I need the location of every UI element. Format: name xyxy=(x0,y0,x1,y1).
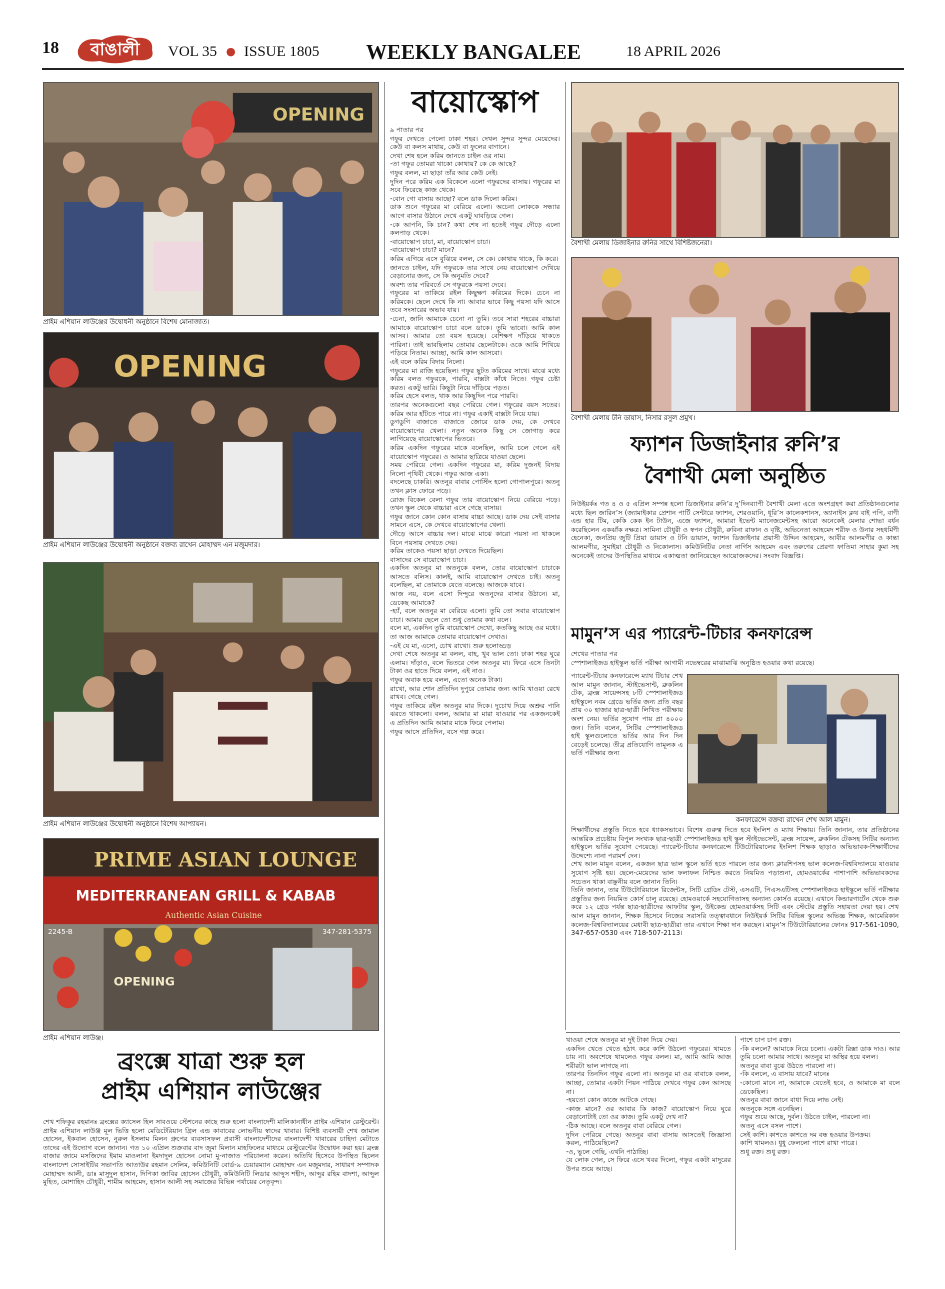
column-divider-2 xyxy=(565,82,566,1030)
photo2-sign-text: OPENING xyxy=(113,349,267,385)
fashion-headline-line2: বৈশাখী মেলা অনুষ্ঠিত xyxy=(644,464,826,488)
volume-label: VOL 35 xyxy=(168,44,218,60)
photo-caption-6: বৈশাখী মেলায় টনি ডায়াস, নিসার রসুল প্রমুখ। xyxy=(571,414,696,422)
storefront-phone: 347-281-5375 xyxy=(322,928,372,937)
ptc-intro: শেখের পাতার পর স্পেশালাইজড হাইস্কুল ভর্তি পরীক্ষা আগামী নভেম্বরের মাঝামাঝি অনুষ্ঠিত হওয়ার কথা রয়েছে। xyxy=(571,650,815,667)
storefront-sign-sub: MEDITERRANEAN GRILL & KABAB xyxy=(75,888,336,905)
prime-lounge-article: শেখ শফিকুর রহমানঃ ব্রংক্সের ক্যাসেল হিল সাবওয়ে স্টেশনের কাছে শুরু হলো বাংলাদেশী মালিকানাধীন প্রাইম এশিয়ান রেস্টুরেন্ট। প্রাইম এশিয়ান লাউঞ্জ মূল ভিত্তি হলো মেডিটেরিয়ান গ্রিল এন্ড কাবাবের লোভনীয় স্বাদের খাবার। বিশিষ্ট ব্যবসায়ী শেখ জামাল হোসেন, ইকবাল হোসেন, নুরুল ইসলাম মিলন গ্রুপের ব্যবসাসফল প্রবাসী বাংলাদেশীদের বাংলাদেশী খাবারের চাহিদা মেটাতে তাদের এই উদ্যোগ বলে জানান। গত ১০ এপ্রিল শুক্রবার বাদ জুমা মিলান মাহফিলের মাধ্যমে রেস্টুরেন্টের উদ্বোধন করা হয়। ব্রংক্স বাজার জামে মসজিদের ইমাম মাওলানা ইমদাদুল হোসেন নোমা মু-নাজাত পরিচালনা করেন। অতিথি হিসেবে উপস্থিত ছিলেন বাংলাদেশ সোসাইটির সভাপতি আতাউর রহমান সেলিম, কমিউনিটি বোর্ড-৯ চেয়ারম্যান মোহাম্মদ এন মজুমদার, সাধারণ সম্পাদক মোহাম্মদ আলী, ডাঃ মাসুদুল হাসান, দিপিকা জাবির হোসেন চৌধুরী, কমিউনিটি লিডার আব্দুস শহীদ, আব্দুর রহিম বাদশা, আব্দুল মুহিত, মোশাহিদ চৌধুরী, শামীম আহমেদ, হাসান আলী সহ সমাজের বিভিন্ন পর্যায়ের নেতৃবৃন্দ। xyxy=(43,1118,379,1187)
storefront-sign-small: Authentic Asian Cuisine xyxy=(165,911,262,921)
photo-caption-1: প্রাইম এশিয়ান লাউঞ্জের উদ্বোধনী অনুষ্ঠানে বিশেষ মোনাজাত। xyxy=(43,318,210,326)
masthead-logo xyxy=(72,32,158,66)
storefront-street-number: 2245-B xyxy=(47,928,73,937)
photo-caption-2: প্রাইম এশিয়ান লাউঞ্জের উদ্বোধনী অনুষ্ঠানে বক্তব্য রাখেন মোহাম্মদ এন মজুমদার। xyxy=(43,541,260,549)
prime-lounge-headline xyxy=(43,1047,379,1111)
photo1-sign-text: OPENING xyxy=(272,104,365,126)
issue-label: ISSUE 1805 xyxy=(244,44,320,60)
photo-baishakhi-tony xyxy=(571,257,899,412)
bioscope-story-part2: খাওয়া শেষে অতনুর মা দুই টাকা দিয়ে দেয়। একদিন খেতে খেতে হঠাৎ করে কাশি উঠলো গফুরের। থামতে চায় না। অবশেষে থামলেও গফুর বলল। মা, আমি আমি আজ শরীরটা ভাল লাগছে না। তারপর তিনদিন গফুর এলো না। অতনুর মা ওর বাবাকে বলল, আচ্ছা, তোমার একটা পিয়ন পাঠিয়ে দেখবে গফুর কেন আসছে না। -হয়তো কোন কাজে আটকে গেছে। -কাজ মানে? ওর আবার কি কাজ? বায়োস্কোপ নিয়ে ঘুরে বেড়ানোটাই তো ওর কাজ। তুমি একটু দেখ না? -ঠিক আছে। বলে অতনুর বাবা বেরিয়ে গেল। দুদিন পেরিয়ে গেছে। অতনুর বাবা বাসায় আসতেই জিজ্ঞাসা করল, পাঠিয়েছিলে? -ও, ভুলে গেছি, এখনি পাঠাচ্ছি। যে লোক গেল, সে ফিরে এসে খবর দিলো, গফুর একটা মাদুরের উপর শুয়ে আছে। xyxy=(566,1036,731,1173)
logo-text: বাঙালী xyxy=(90,40,140,60)
photo-caption-3: প্রাইম এশিয়ান লাউঞ্জের উদ্বোধনী অনুষ্ঠানে বিশেষ আপ্যায়ন। xyxy=(43,820,207,828)
ptc-headline: মামুন’স এর প্যারেন্ট-টিচার কনফারেন্স xyxy=(571,624,813,643)
bottom-section-rule xyxy=(566,1032,900,1033)
prime-lounge-headline-line2: প্রাইম এশিয়ান লাউঞ্জের xyxy=(101,1079,321,1105)
photo-caption-4: প্রাইম এশিয়ান লাউঞ্জ। xyxy=(43,1034,104,1042)
paper-title: WEEKLY BANGALEE xyxy=(366,40,581,64)
photo-munajat xyxy=(43,82,379,316)
column-divider-3 xyxy=(735,1036,736,1250)
page-number: 18 xyxy=(42,38,59,57)
issue-date: 18 APRIL 2026 xyxy=(626,44,721,60)
bullet-separator: ● xyxy=(226,45,236,58)
photo-speech xyxy=(43,332,379,539)
photo-reception xyxy=(43,562,379,817)
photo-caption-7: কনফারেন্সে বক্তব্য রাখেন শেখ আল মামুন। xyxy=(735,816,851,824)
bioscope-headline: বায়োস্কোপ xyxy=(411,85,539,120)
fashion-article: নিউইয়র্কঃ গত ৪ ও ৫ এপ্রিল সম্পন্ন হলো ডিজাইনার রুনি’র দু’দিনব্যাপী বৈশাখী মেলা এতে অংশগ্রহণ করা প্রতিষ্ঠানগুলোর মধ্যে ছিল জারিন’স (জ্যামাইকার প্রেশান পার্টি সেন্টারে ফ্যাশন, শেরওয়ানি, ধূরি’স কালেকশানস, অ্যানাইস ক্লথ বাই পপি, বাণী এন্ড হার টিম, কেকি কেক ইন টাউন, এজে ফ্যাশন, আমারা ইভেন্ট ম্যানেজমেন্টসহ আরো অনেকেই মেলার শোভা বর্ধন করেছিলেন একঝাঁক নক্ষত্র। সামিনা চৌধুরী ও স্বপন চৌধুরী, রুবিনা রাফান ও বৃষ্টি, অভিনেতা আহমেদ শরীফ ও উনার সহধর্মিণী হেনেকা, জনপ্রিয় জুটি প্রিয়া ডায়াস ও টনি ডায়াস, ফ্যাশন ডিজাইনার প্রয়াসী উদ্দিন আহমেদ, আবীর আলমগীর ও কান্তা আলমগীর, সুমাইয়া চৌধুরী ও নিকোলাস। কমিউনিটির নেতা নার্গিস আহমেদ এবং তরুণের প্রেরণা ফাতিমা সাহার কুমা সহ অনেকেই তাদের উপস্থিতির মাধ্যমে একাত্মতা জানিয়েছেন আয়োজকদের। সংবাদ বিজ্ঞপ্তি। xyxy=(571,500,899,560)
fashion-headline xyxy=(571,428,899,496)
fashion-headline-line1: ফ্যাশন ডিজাইনার রুনি’র xyxy=(630,432,840,456)
bioscope-story-part3: পাশে চাপ চাপ রক্ত। -কি বললে? আমাকে নিয়ে চলো। একটা রিক্সা ডাক দাও। আর তুমি চলো আমার সাথে। অতনুর মা অস্থির হয়ে বলল। অতনুর বাবা বুঝে উঠতে পারলো না। -কি বললে, এ বাসায় যাবে? মানেঃ -কোনো মানে না, আমাকে যেতেই হবে, ও আমাকে মা বলে ডেকেছিল। অতনুর বাবা জানে বাধা দিয়ে লাভ নেই। অতনুকে সঙ্গে এনেছিল। গফুর শুয়ে আছে, দুর্বল। উঠতে চাইল, পারলো না। অতনু এসে বসল পাশে। সেই কাশি। কাশতে কাশতে দম বন্ধ হওয়ার উপক্রম। কাশি থামলও। ধুধু ফেললো পাশে রাখা পাত্রে। শুধু রক্ত। শুধু রক্ত। xyxy=(740,1036,900,1156)
header xyxy=(0,0,945,72)
photo-baishakhi-group xyxy=(571,82,899,238)
storefront-balloon-text: OPENING xyxy=(113,974,175,989)
bioscope-story-part1: ৯ পাতার পর গফুর দেখতে পেলো ঢাকা শহর। দেখল সুন্দর সুন্দর মেয়েদের। কেউ বা কলস মাথায়, কেউ বা ফুলের বাগানে। দেখা শেষ হলে করিম জানতে চাইল ওর নাম। -তা গফুর তোমরা থাকো কোথায়? কে কে আছে? গফুর বলল, মা ছাড়া তাঁর আর কেউ নেই। দুদিন পরে করিম এক বিকেলে এলো গফুরদের বাসায়। গফুরের মা সবে ফিরেছে কাজ থেকে। -বোন গো বাসায় আছো? বলে ডাক দিলো করিম। ডাক শুনে গফুরের মা বেরিয়ে এলো। অচেনা লোককে সন্ধ্যার আগে বাসার উঠানে দেখে একটু ঘাবড়িয়ে গেল। -কে আপনি, কি চান? কথা শেষ না হতেই গফুর দৌড়ে এলো কলপাড় থেকে। -বায়োস্কোপ চাচা, মা, বায়োস্কোপ চাচা। -বায়োস্কোপ চাচা? মানে? করিম এগিয়ে এসে বুঝিয়ে বলল, সে কে। কোথায় থাকে, কি করে। জানতে চাইল, যদি গফুরকে তার সাথে নেয় বায়োস্কোপ দেখিয়ে বেড়ানোর জন্য, সে কি অনুমতি দেবে? অবশ্য তার পরিবর্তে সে গফুরকে পয়সা দেবে। গফুরের মা তাকিয়ে রইল কিছুক্ষণ করিমের দিকে। চেনে না করিমকে। ছেলে দেখে কি না। আবার ভাবে কিছু পয়সা যদি আসে তবে সংসারের অভাব যায়। -চেনা, জানি আমাকে চেনো না তুমি। তবে সারা শহরের বাচ্চারা আমাকে বায়োস্কোপ চাচা বলে ডাকে। তুমি ভাবো। আমি কাল আসব। আমার তো বয়স হয়েছে। বেশিক্ষণ দাঁড়িয়ে থাকতে পারিনা। তাই ভাবছিলাম তোমার ছেলেটাকে। ওকে আমি শিখিয়ে পড়িয়ে নিতাম। আচ্ছা, আমি কাল আসবো। এই বলে করিম বিদায় নিলো। গফুরের মা রাজি হয়েছিল। গফুর ছুটত করিমের সাথে। মাঝে মধ্যে করিম বলত গফুরকে, পারবি, বাক্সটা কাঁধে নিতে। গফুর চেষ্টা করত। একটু ভারি। কিছুটা নিয়ে দাঁড়িয়ে পড়ত। করিম হেসে বলত, থাক আর কিছুদিন পরে পারবি। তারপর অনেকগুলো বছর পেরিয়ে গেল। গফুরের বয়স সতের। করিম আর হাঁটতে পারে না। গফুর একাই বাক্সটা নিয়ে যায়। ডুগডুগি বাজাতে বাজাতে জোরে ডাক দেয়, কে দেখবে বায়োস্কোপের খেলা। নতুন অনেক কিছু সে জোগাড় করে লাগিয়েছে বায়োস্কোপের ভিতরে। করিম একদিন গফুরের মাকে বলেছিল, আমি চলে গেলে এই বায়োস্কোপ গফুরের। ও আমার ছাত্রিয়ে যাওয়া ছেলে। সময় পেরিয়ে গেল। একদিন গফুরের মা, করিম দুজনই বিদায় নিলো পৃথিবী থেকে। গফুর আজ একা। বদলেছে চাকরি। অতনুর বাবার পোস্টিং হলো গোপালপুরে। অতনু তখন ক্লাস ফোরে পড়ে। রোজ বিকেল বেলা গফুর তার বায়োস্কোপ নিয়ে বেরিয়ে পড়ে। তখন স্কুল থেকে বাচ্চারা এসে গেছে বাসায়। গফুর জানে কোন কোন বাসায় বাচ্চা আছে। ডাক দেয় সেই বাসার সামনে এসে, কে দেখবে বায়োস্কোপের খেলা। দৌড়ে আসে বাচ্চার দল। মাঝে মাঝে কারো পয়সা না থাকলে বিনে পয়সায় দেখতে দেয়। করিম তাকেও পয়সা ছাড়া দেখতে দিয়েছিল। বাসাদের সে বায়োস্কোপ চাচা। একদিন অতনুর মা অতনুকে বলল, তোর বায়োস্কোপ চাচাকে আসতে বলিস। কালই, আমি বায়োস্কোপ দেখতে চাই। অতনু বলেছিল, মা তোমাকে যেতে বলেছে। আজকে যাবে। আজ নয়, বলে এসো দিন্দুরে অতনুদের বাসার উঠানে। মা, ডেকেছ আমাকে? -হ্যাঁ, বলে অতনুর মা বেরিয়ে এলো। তুমি তো সবার বায়োস্কোপ চাচা। আমার ছেলে তো শুধু তোমার কথা বলে। বলে মা, একদিন তুমি বায়োস্কোপ দেখো, কতকিছু আছে ওর মধ্যে। তা আজ আমাকে তোমার বায়োস্কোপ দেখাও। -এই যে মা, এসো, চোখ রাখো। শুরু হলোড্ডড় দেখা শেষে অতনুর মা বলল, বাহ, খুব ভাল তো। ঢাকা শহর ঘুরে এলাম। দাঁড়াও, বলে ভিতরে গেল অতনুর মা। ফিরে এসে তিনটা টাকা ওর হাতে দিয়ে বলল, এই নাও। গফুর অবাক হয়ে বলল, এতো অনেক টাকা। রাখো, আর শোন প্রতিদিন দুপুরে তোমার জন্য আমি খাওয়া রেখে রাখব। গেছে গেল। গফুর তাকিয়ে রইল অতনুর মার দিকে। দুচোখ দিয়ে অশ্রুর পানি ঝরতে থাকলো। বলল, আমার মা মারা যাওয়ার পর একজনকেই এ প্রতিদিন আমি আমার মাকে ফিরে পেলাম। গফুর আসে প্রতিদিন, বসে গল্প করে। xyxy=(390,126,560,736)
photo-caption-5: বৈশাখী মেলায় ডিজাইনার রুনির সাথে বিশিষ্টজনেরা। xyxy=(571,239,712,247)
column-divider-1 xyxy=(384,82,385,1250)
prime-lounge-headline-line1: ব্রংক্সে যাত্রা শুরু হল xyxy=(117,1049,305,1075)
photo-storefront xyxy=(43,838,379,1031)
photo-teacher xyxy=(687,674,899,814)
ptc-article: শিক্ষার্থীদের প্রস্তুতি নিতে হবে ধ্যাকসভাবে। বিশেষ গুরুত্ব দিতে হবে ইংলিশ ও ম্যাথ শিক্ষায়। তিনি জানান, তার প্রতিষ্ঠানের আন্তরিক প্রচেষ্টায় বিপুল সংখ্যক ছাত্র-ছাত্রী স্পেশালাইজড হাই স্কুল স্টাইভেসেন্ট, ব্রংক্স সায়েন্স, ব্রুকলিন টেকসহ সিটির অন্যান্য হাইস্কুলে ভর্তির সুযোগ পেয়েছে। প্যারেন্ট-টিচার কনফারেন্সে টিউটোরিয়ালের ইংলিশ শিক্ষক ছাড়াও অভিভাবক-শিক্ষার্থীদের উদ্দেশ্যে নানা পরামর্শ দেন। শেখ আল মামুন বলেন, একজন ছাত্র ভাল স্কুলে ভর্তি হতে পারলে তার জন্য ক্লারশিপসহ ভাল কলেজ-বিশ্ববিদ্যালয়ে যাওয়ার সুযোগ সৃষ্টি হয়। ছেলে-মেয়েদের ভাল ফলাফল নিশ্চিত করতে নিয়মিত পড়াশুনা, হোমওয়ার্কের পাশাপাশি অভিভাবকদের সচেতন থাকা বাঞ্ছনীয় বলে জানান তিনি। তিনি জানান, তার টিউটোরিয়ালে রিজেন্টস, সিটি গ্রেডিং টেস্ট, এসএটি, পিএসএটিসহ স্পেশালাইজড হাইস্কুলে ভর্তি পরীক্ষার প্রস্তুতির জন্য নিয়মিত কোর্স চালু রয়েছে। হোমওয়ার্কে সহযোগিতাসহ অন্যান্য কোর্সও রয়েছে। এখানে কিন্ডারগার্টেন থেকে শুরু করে ১২ গ্রেড পর্যন্ত ছাত্র-ছাত্রীদের আফটার স্কুল, উইকেন্ড হোমওয়ার্কসহ সিটি এবং স্টেটের প্রস্তুতি সহায়তা দেয়া হয়। শেখ আল মামুন জানান, শিক্ষক হিসেবে নিজের সরাসরি তত্ত্বাবধানে নিউইয়র্ক সিটির বিভিন্ন স্কুলের অভিজ্ঞ শিক্ষক, আমেরিকান কলেজ-বিশ্ববিদ্যালয়ের মেধাবী ছাত্র-ছাত্রীরা তার এখানে শিক্ষা দান করছেন। মামুন’স টিউটোরিয়ালের ফোনঃ 917-561-1090, 347-657-0530 এবং 718-507-2113। xyxy=(571,826,899,938)
ptc-left-text: প্যারেন্ট-টিচার কনফারেন্সে ম্যাথ টিচার শেখ আল মামুন জানান, স্টাইভেসান্ট, ব্রুকলিন টেক, ব্রংক্স সায়েন্সসহ ৮টি স্পেশালাইজড হাইস্কুলে নবম গ্রেডে ভর্তির জন্য প্রতি বছর প্রায় ৩০ হাজার ছাত্র-ছাত্রী লিখিত পরীক্ষায় অংশ নেয়। ভর্তির সুযোগ পায় প্রা ৪০০০ জন। তিনি বলেন, সিটির স্পেশালাইজড হাই স্কুলগুলোতে ভর্তির আর দিন দিন বেড়েই চলেছে। তীব্র প্রতিযোগি তামূলক এ ভর্তি পরীক্ষার জন্য xyxy=(571,672,683,758)
storefront-sign-main: PRIME ASIAN LOUNGE xyxy=(93,847,357,872)
header-rule xyxy=(42,68,904,70)
